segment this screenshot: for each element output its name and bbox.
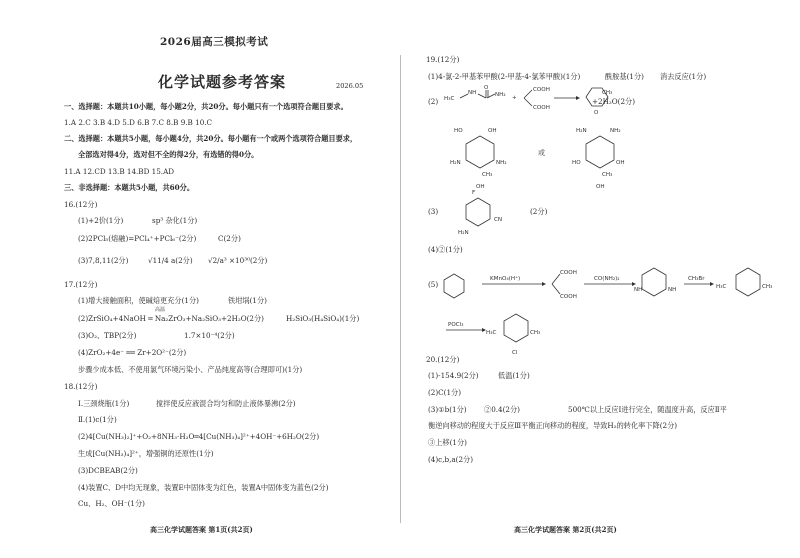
reagent-3: CH₃Br [688,276,705,282]
q19-1b: 酰胺基(1分) [605,72,644,81]
ch3-label: CH₃ [602,90,613,96]
h3c-label: H₃C [444,96,455,102]
q20-1b: 低温(1分) [498,371,530,380]
q19-3-score: (2分) [530,207,548,216]
o-label-ring: O [594,110,599,116]
q18-5: (3)DCBEAB(2分) [78,466,138,475]
q16-3b: √11/4 a(2分) [148,256,193,265]
nh2-label-b: NH₂ [610,128,621,134]
q17-3b: 1.7×10⁻⁴(2分) [184,331,235,340]
ch3-label-b: CH₃ [602,172,613,178]
or-label: 或 [538,149,545,157]
q16-1b: sp³ 杂化(1分) [152,216,198,225]
section-2-heading: 二、选择题：本题共5小题，每小题4分，共20分。每小题有一个或两个选项符合题目要求， [64,134,358,143]
q16-2b: C(2分) [218,234,241,243]
section-2-scoring: 全部选对得4分，选对但不全的得2分，有选错的得0分。 [78,150,259,159]
q20-5: (4)c,b,a(2分) [428,455,474,464]
o-label: O [484,85,489,91]
cooh-label-4: COOH [560,294,577,300]
hn-label: NH [634,287,643,293]
page-title: 化学试题参考答案 [158,73,287,91]
h3c-label-3: H₃C [486,330,497,336]
exam-title: 2026届高三模拟考试 [160,36,269,48]
h3c-label-2: H₃C [716,284,727,290]
cooh-label-3: COOH [560,270,577,276]
oh-label: OH [488,128,497,134]
q20-3d: 衡逆向移动的程度大于反应Ⅲ平衡正向移动的程度，导致H₂的转化率下降(2分) [428,421,678,430]
q18-7: Cu、H₂、OH⁻(1分) [78,499,145,508]
exam-date: 2026.05 [336,82,364,90]
reagent-4: POCl₃ [448,322,464,328]
nh2-label: NH₂ [495,92,506,98]
page-footer-2: 高三化学试题答案 第2页(共2页) [514,525,617,534]
q17-4: (4)ZrO₂+4e⁻ ══ Zr+2O²⁻(2分) [78,348,187,357]
q17-1b: 铁坩埚(1分) [228,296,267,305]
q20-3c: 500℃以上反应Ⅰ进行完全，随温度升高，反应Ⅱ平 [568,405,727,414]
q20-4: ③上移(1分) [428,438,467,447]
section-3-heading: 三、非选择题：本题共5小题，共60分。 [64,183,195,192]
q19-3-structure [458,188,518,236]
q18-3: (2)4[Cu(NH₃)₂]⁺+O₂+8NH₃·H₂O═4[Cu(NH₃)₄]²⁺+4OH⁻+6H₂O(2分) [78,432,320,441]
h2n-label: H₂N [450,160,461,166]
q20-1a: (1)-154.9(2分) [428,371,479,380]
q19-5-synthesis [442,258,792,362]
q17-2a: (2)ZrSiO₄+4NaOH ═ Na₂ZrO₃+Na₂SiO₃+2H₂O(2分) [78,314,264,323]
q16-3c: √2/a³ ×10³⁰(2分) [208,256,268,265]
section-2-answers: 11.A 12.CD 13.B 14.BD 15.AD [64,167,175,176]
q17-2-condition: 高温 [155,307,166,313]
q20-heading: 20.(12分) [426,355,460,364]
nh2-label-a: NH₂ [496,160,507,166]
q19-heading: 19.(12分) [426,55,460,64]
cn-label: CN [494,217,503,223]
answer-page-2 [402,0,800,558]
f-label: F [472,190,476,196]
oh-label-b: OH [616,160,625,166]
cooh-label-2: COOH [533,105,550,111]
q17-2b: H₂SiO₃(H₄SiO₄)(1分) [286,314,360,323]
q17-3a: (3)O₂、TBP(2分) [78,331,137,340]
ch3-label-2: CH₃ [762,284,773,290]
q20-2: (2)C(1分) [428,388,462,397]
ch3-label-a: CH₃ [482,172,493,178]
q18-6: (4)装置C、D中均无现象，装置E中固体变为红色，装置A中固体变为蓝色(2分) [78,483,329,492]
q19-4: (4)②(1分) [428,245,463,254]
h2n-label-b: H₂N [576,128,587,134]
q19-2-tail: +2H₂O(2分) [592,97,636,106]
q17-1a: (1)增大接触面积，使碱焙更充分(1分) [78,296,199,305]
q16-3a: (3)7,8,11(2分) [78,256,129,265]
q19-2-label: (2) [428,97,439,106]
section-1-answers: 1.A 2.C 3.B 4.D 5.D 6.B 7.C 8.B 9.B 10.C [64,118,213,127]
oh-label-a: OH [476,184,485,190]
reagent-2: CO(NH₂)₂ [594,276,620,282]
nh-label-2: NH [668,287,677,293]
q19-1c: 消去反应(1分) [660,72,707,81]
q18-heading: 18.(12分) [64,382,98,391]
q20-3b: ②0.4(2分) [484,405,520,414]
q18-1a: Ⅰ.三颈烧瓶(1分) [78,399,130,408]
oh-label-c: OH [596,184,605,190]
h2n-label-c: H₂N [458,230,469,236]
section-1-heading: 一、选择题：本题共10小题，每小题2分，共20分。每小题只有一个选项符合题目要求。 [64,102,348,111]
q19-structures [450,122,660,190]
q20-3a: (3)①b(1分) [428,405,467,414]
reagent-1: KMnO₄(H⁺) [490,276,521,282]
q17-5: 步骤少成本低、不使用氯气环境污染小、产品纯度高等(合理即可)(1分) [78,365,303,374]
q18-2: Ⅱ.(1)c(1分) [78,415,117,424]
ho-label-b: HO [572,160,581,166]
q18-4: 生成[Cu(NH₃)₄]²⁺，增强铜的还原性(1分) [78,449,214,458]
plus-sign: + [512,95,517,101]
q17-heading: 17.(12分) [64,280,98,289]
q16-heading: 16.(12分) [64,200,98,209]
q18-1b: 搅拌使反应液混合均匀和防止液体暴沸(2分) [156,399,296,408]
nh-label: NH [468,90,477,96]
ch3-label-3: CH₃ [530,330,541,336]
q16-2a: (2)2PCl₅(熔融)=PCl₄⁺+PCl₆⁻(2分) [78,234,197,243]
q19-1a: (1)4-氯-2-甲基苯甲酸(2-甲基-4-氯苯甲酸)(1分) [428,72,581,81]
page-divider [400,55,401,523]
cooh-label-1: COOH [533,87,550,93]
ho-label: HO [454,128,463,134]
q16-1a: (1)+2价(1分) [78,216,124,225]
q19-3-label: (3) [428,207,439,216]
q19-5-label: (5) [428,280,439,289]
page-footer-1: 高三化学试题答案 第1页(共2页) [150,525,253,534]
cl-label: Cl [512,350,518,356]
